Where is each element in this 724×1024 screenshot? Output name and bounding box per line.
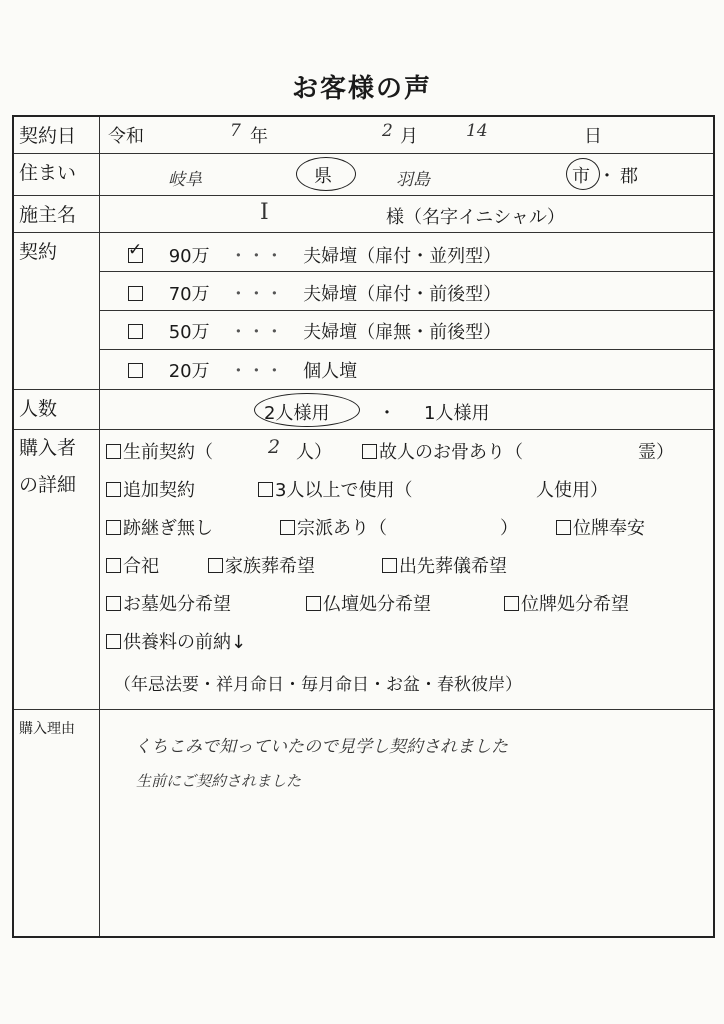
reason-line-2: 生前にご契約されました bbox=[136, 772, 302, 790]
checkbox[interactable] bbox=[504, 596, 519, 611]
row-buyer-details: 購入者 の詳細 生前契約（ 2 人） 故人のお骨あり（ 霊） 追加契約 3人以上で使用（ 人使用） 跡継ぎ無し 宗派あり（ ） 位牌奉安 合祀 家族葬希望 出先葬儀希望 お墓処分希望 仏壇処分希望 位牌処分希望 供養料の前納↓ （年忌法要・祥月命日・毎月命日・お盆・春秋彼岸） bbox=[14, 430, 713, 710]
era-label: 令和 bbox=[108, 126, 144, 147]
label-people: 人数 bbox=[14, 390, 100, 429]
checkbox[interactable] bbox=[306, 596, 321, 611]
label-contract-date: 契約日 bbox=[14, 117, 100, 153]
date-month: 2 bbox=[382, 121, 393, 141]
row-contract bbox=[14, 233, 713, 390]
prefecture-name: 岐阜 bbox=[168, 170, 202, 190]
prepay-note: （年忌法要・祥月命日・毎月命日・お盆・春秋彼岸） bbox=[114, 675, 522, 695]
detail-away-funeral[interactable]: 出先葬儀希望 bbox=[382, 552, 507, 578]
people-option-2[interactable]: 2人様用 bbox=[264, 403, 330, 424]
detail-pre-contract[interactable]: 生前契約（ bbox=[106, 438, 213, 464]
prefecture-unit: 県 bbox=[314, 166, 332, 187]
row-contract-date bbox=[14, 117, 713, 154]
owner-suffix: 様（名字イニシャル） bbox=[386, 207, 565, 228]
date-day: 14 bbox=[466, 121, 488, 141]
detail-no-successor[interactable]: 跡継ぎ無し bbox=[106, 514, 213, 540]
contract-option-4[interactable]: 20万 ・・・ 個人壇 bbox=[128, 357, 357, 383]
address-separator: ・ bbox=[598, 166, 616, 187]
pre-contract-count: 2 bbox=[268, 436, 281, 458]
month-unit: 月 bbox=[400, 126, 418, 147]
detail-sect[interactable]: 宗派あり（ bbox=[280, 514, 387, 540]
detail-family-funeral[interactable]: 家族葬希望 bbox=[208, 552, 315, 578]
row-reason bbox=[14, 710, 713, 936]
checkbox[interactable] bbox=[556, 520, 571, 535]
contract-option-1[interactable]: ✓ 90万 ・・・ 夫婦壇（扉付・並列型） bbox=[128, 240, 502, 267]
checkbox[interactable] bbox=[106, 558, 121, 573]
contract-option-3[interactable]: 50万 ・・・ 夫婦壇（扉無・前後型） bbox=[128, 318, 501, 344]
district-unit: 郡 bbox=[620, 166, 638, 187]
checkbox[interactable] bbox=[258, 482, 273, 497]
checkbox[interactable] bbox=[106, 596, 121, 611]
checkbox[interactable] bbox=[106, 520, 121, 535]
city-unit: 市 bbox=[572, 166, 590, 187]
label-owner: 施主名 bbox=[14, 196, 100, 232]
reason-line-1: くちこみで知っていたので見学し契約されました bbox=[134, 737, 508, 757]
date-year: 7 bbox=[230, 121, 241, 141]
people-option-1[interactable]: 1人様用 bbox=[424, 403, 490, 424]
row-owner bbox=[14, 196, 713, 233]
detail-additional[interactable]: 追加契約 bbox=[106, 476, 195, 502]
detail-tablet-disposal[interactable]: 位牌処分希望 bbox=[504, 590, 629, 616]
detail-three-plus[interactable]: 3人以上で使用（ bbox=[258, 476, 412, 502]
owner-initial: I bbox=[260, 200, 269, 225]
checkbox[interactable] bbox=[280, 520, 295, 535]
detail-tablet-enshrine[interactable]: 位牌奉安 bbox=[556, 514, 645, 540]
check-mark-icon: ✓ bbox=[128, 240, 143, 260]
checkbox[interactable] bbox=[106, 634, 121, 649]
detail-grave-disposal[interactable]: お墓処分希望 bbox=[106, 590, 231, 616]
people-separator: ・ bbox=[378, 403, 396, 424]
year-unit: 年 bbox=[250, 126, 268, 147]
checkbox[interactable] bbox=[106, 444, 121, 459]
label-reason: 購入理由 bbox=[14, 710, 100, 936]
row-people bbox=[14, 390, 713, 430]
contract-option-2[interactable]: 70万 ・・・ 夫婦壇（扉付・前後型） bbox=[128, 280, 501, 306]
detail-joint[interactable]: 合祀 bbox=[106, 552, 159, 578]
detail-prepay[interactable]: 供養料の前納↓ bbox=[106, 628, 246, 654]
page-title: お客様の声 bbox=[291, 74, 432, 104]
day-unit: 日 bbox=[584, 126, 602, 147]
detail-altar-disposal[interactable]: 仏壇処分希望 bbox=[306, 590, 431, 616]
label-address: 住まい bbox=[14, 154, 100, 195]
city-name: 羽島 bbox=[396, 170, 430, 190]
label-buyer-details: 購入者 の詳細 bbox=[14, 430, 100, 709]
row-address bbox=[14, 154, 713, 196]
label-contract: 契約 bbox=[14, 233, 100, 389]
checkbox[interactable] bbox=[382, 558, 397, 573]
checkbox[interactable] bbox=[208, 558, 223, 573]
checkbox[interactable] bbox=[128, 363, 143, 378]
survey-form bbox=[12, 115, 715, 938]
checkbox[interactable] bbox=[362, 444, 377, 459]
detail-remains[interactable]: 故人のお骨あり（ bbox=[362, 438, 523, 464]
checkbox[interactable] bbox=[106, 482, 121, 497]
